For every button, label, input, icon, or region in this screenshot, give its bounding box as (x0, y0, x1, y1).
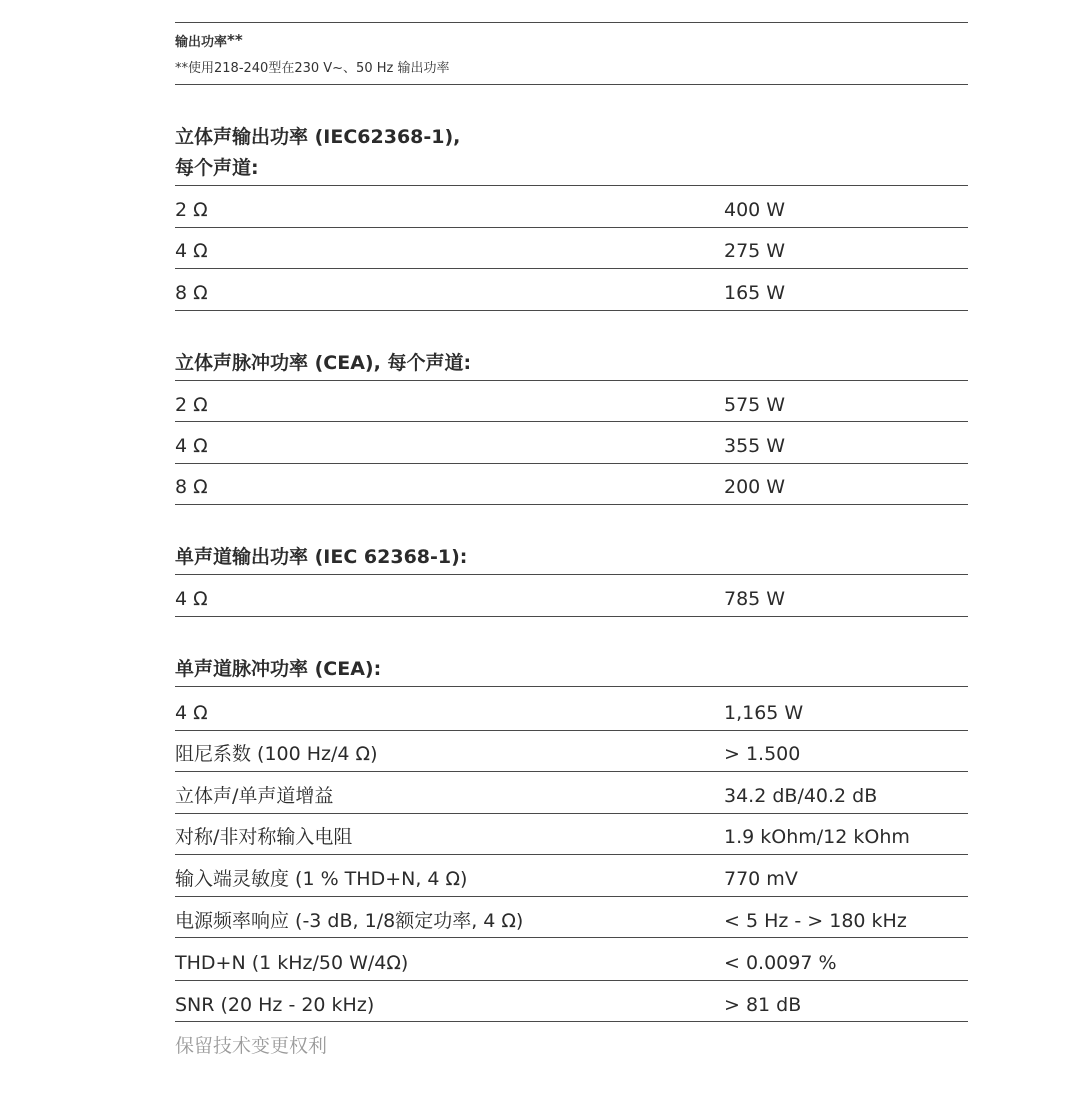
divider (175, 937, 968, 938)
row-label: 立体声/单声道增益 (175, 785, 334, 807)
row-label: 2 Ω (175, 199, 208, 221)
divider (175, 771, 968, 772)
row-value: 400 W (724, 199, 786, 221)
divider (175, 896, 968, 897)
section-title-stereo-output-line2: 每个声道: (175, 157, 259, 179)
row-label: 8 Ω (175, 282, 208, 304)
row-label: 对称/非对称输入电阻 (175, 826, 353, 848)
divider (175, 980, 968, 981)
divider (175, 22, 968, 23)
row-value: 575 W (724, 394, 786, 416)
row-label: 8 Ω (175, 476, 208, 498)
row-value: 355 W (724, 435, 786, 457)
row-label: 输入端灵敏度 (1 % THD+N, 4 Ω) (175, 868, 468, 890)
row-value: 34.2 dB/40.2 dB (724, 785, 878, 807)
row-value: 165 W (724, 282, 786, 304)
row-value: 1,165 W (724, 702, 804, 724)
row-label: 4 Ω (175, 435, 208, 457)
divider (175, 268, 968, 269)
divider (175, 686, 968, 687)
section-title-mono-output: 单声道输出功率 (IEC 62368-1): (175, 546, 468, 568)
section-title-mono-pulse: 单声道脉冲功率 (CEA): (175, 658, 382, 680)
divider (175, 463, 968, 464)
row-label: 阻尼系数 (100 Hz/4 Ω) (175, 743, 378, 765)
row-label: 4 Ω (175, 240, 208, 262)
output-power-title (175, 31, 243, 51)
row-label: 4 Ω (175, 702, 208, 724)
row-value: > 1.500 (724, 743, 801, 765)
section-title-stereo-pulse: 立体声脉冲功率 (CEA), 每个声道: (175, 352, 472, 374)
row-value: < 5 Hz - > 180 kHz (724, 910, 907, 932)
row-label: 电源频率响应 (-3 dB, 1/8额定功率, 4 Ω) (175, 910, 524, 932)
section-title-stereo-output: 立体声输出功率 (IEC62368-1), (175, 126, 461, 148)
row-value: 1.9 kOhm/12 kOhm (724, 826, 910, 848)
row-value: > 81 dB (724, 994, 802, 1016)
row-label: 2 Ω (175, 394, 208, 416)
divider (175, 813, 968, 814)
row-value: 200 W (724, 476, 786, 498)
footer-note: 保留技术变更权利 (175, 1035, 328, 1057)
divider (175, 616, 968, 617)
row-value: 275 W (724, 240, 786, 262)
row-value: 785 W (724, 588, 786, 610)
footnote-mark: ** (227, 31, 243, 49)
divider (175, 310, 968, 311)
row-value: < 0.0097 % (724, 952, 837, 974)
divider (175, 421, 968, 422)
divider (175, 380, 968, 381)
output-power-title-text: 输出功率 (175, 35, 228, 50)
footnote-text: **使用218-240型在230 V~、50 Hz 输出功率 (175, 61, 450, 76)
row-label: 4 Ω (175, 588, 208, 610)
divider (175, 574, 968, 575)
divider (175, 227, 968, 228)
divider (175, 730, 968, 731)
divider (175, 854, 968, 855)
row-label: THD+N (1 kHz/50 W/4Ω) (175, 952, 409, 974)
row-label: SNR (20 Hz - 20 kHz) (175, 994, 375, 1016)
divider (175, 1021, 968, 1022)
row-value: 770 mV (724, 868, 798, 890)
divider (175, 84, 968, 85)
divider (175, 185, 968, 186)
divider (175, 504, 968, 505)
